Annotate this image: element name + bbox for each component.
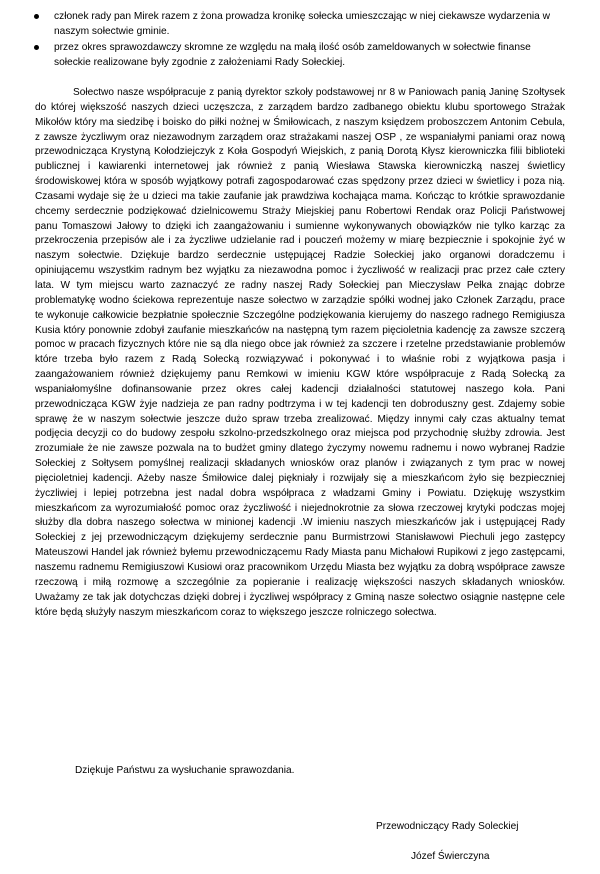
bullet-text: członek rady pan Mirek razem z żona prowadza kronikę sołecka umieszczając w niej ciekawsze wydarzenia w naszym sołectwie gminie. xyxy=(54,11,550,37)
bullet-dot-icon xyxy=(34,14,39,19)
bullet-item xyxy=(34,10,564,39)
signature-name: Józef Świerczyna xyxy=(411,851,490,862)
bullet-text: przez okres sprawozdawczy skromne ze względu na małą ilość osób zameldowanych w sołectwie finanse sołeckie realizowane były zgodnie z założeniami Rady Sołeckiej. xyxy=(54,42,531,68)
bullet-dot-icon xyxy=(34,45,39,50)
report-body-paragraph: Sołectwo nasze współpracuje z panią dyrektor szkoły podstawowej nr 8 w Paniowach panią Janinę Szołtysek do której większość naszych dzieci uczęszcza, z zarządem bardzo zadbanego obiektu klubu sportowego Strażak Mikołów który ma siedzibę i boisko do piłki nożnej w Śmiłowicach, z naszym księdzem proboszczem Antonim Cebula, z zawsze życzliwym oraz niezawodnym zarządem oraz strażakami naszej OSP , ze wspaniałymi paniami oraz nową przewodnicząca Krystyną Kołodziejczyk z Koła Gospodyń Wiejskich, z panią Dorotą Kłysz kierowniczka filii biblioteki publicznej i kawiarenki internetowej jak również z panią Wiesława Stawska kierowniczką naszej świetlicy środowiskowej która w sposób wyjątkowy potrafi zagospodarować czas spędzony przez dzieci w świetlicy i poza nią. Czasami wydaje się że u dzieci ma takie zaufanie jak prawdziwa kochająca mama. Kończąc to krótkie sprawozdanie chcemy serdecznie podziękować dzielnicowemu Straży Miejskiej panu Robertowi Rendak oraz Policji Państwowej panu Tomaszowi Jałowy to dzięki ich zaangażowaniu i sumienne wykonywanych obowiązków nie tylko karząc za przekroczenia przepisów ale i za życzliwe udzielanie rad i pouczeń możemy w miarę bezpiecznie i spokojnie żyć w naszym sołectwie. Dziękuje bardzo serdecznie ustępującej Radzie Sołeckiej jako organowi doradczemu i opiniującemu wszystkim radnym bez wyjątku za niezawodna pomoc i życzliwość w realizacji prac przez całe cztery lata. W tym miejscu warto zaznaczyć ze radny naszej Rady Sołeckiej pan Mieczysław Pełka znając dobrze problematykę wodno ściekowa reprezentuje nasze sołectwo w zarządzie spółki wodnej jako Członek Zarządu, prace te wykonuje całkowicie bezpłatnie społecznie Szczególne podziękowania kierujemy do naszego radnego Remigiusza Kusia który ponownie zdobył zaufanie mieszkańców na następną tym razem pięcioletnia kadencję za zawsze szczerą pomoc w pracach fizycznych które nie są dla niego obce jak również za szczere i rzetelne przedstawianie problemów które trzeba było razem z Radą Sołecką rozwiązywać i pokonywać i to właśnie robi z wyjątkowa pasja i zaangażowaniem również dziękujemy panu Remkowi w imieniu KGW które współpracuje z Radą Sołecką za wspaniałomyślne dofinansowanie przez okres całej kadencji działalności statutowej naszego koła. Pani przewodnicząca KGW żyje nadzieja ze pan radny podtrzyma i w tej kadencji ten dobroduszny gest. Zdajemy sobie sprawę że w naszym sołectwie jeszcze dużo spraw trzeba zrealizować. Między innymi cały czas aktualny temat podjęcia decyzji co do budowy zespołu szkolno-przedszkolnego oraz miejsca pod przychodnię służby zdrowia. Jest zrozumiałe że nie zawsze pozwala na to budżet gminy dlatego życzymy nowemu radnemu i nowo wybranej Radzie Sołeckiej z Sołtysem pomyślnej realizacji składanych wniosków oraz planów i związanych z tym prac w nowej pięcioletniej kadencji. Ażeby nasze Śmiłowice dalej piękniały i rozwijały się a mieszkańcom żyło się bezpieczniej życzliwiej i lepiej potrzebna jest nadal dobra współpraca z władzami Gminy i Powiatu. Dziękuję wszystkim mieszkańcom za wyrozumiałość pomoc oraz życzliwość i niejednokrotnie za słowa rzeczowej krytyki podczas mojej służby dla dobra naszego sołectwa w minionej kadencji .W imieniu naszych mieszkańców jak i ustępującej Rady Sołeckiej z jej przewodniczącym dziękujemy serdecznie panu Burmistrzowi Stanisławowi Piechuli jego zastępcy Mateuszowi Handel jak również byłemu przewodniczącemu Rady Miasta panu Michałowi Rupikowi z jego zastępcami, naszemu radnemu Remigiuszowi Kusiowi oraz pracownikom Urzędu Miasta bez wyjątku za dobrą współprace zawsze rzeczową i miłą rozmowę a szczególnie za popieranie i realizację większości naszych składanych wniosków. Uważamy ze tak jak dotychczas dzięki dobrej i życzliwej współpracy z Gminą nasze sołectwo osiągnie następne cele które będą służyły naszym mieszkańcom coraz to większego jeszcze rolniczego sołectwa. xyxy=(35,87,565,618)
bullet-list xyxy=(34,10,564,72)
closing-line: Dziękuje Państwu za wysłuchanie sprawozdania. xyxy=(75,765,295,776)
bullet-item xyxy=(34,41,564,70)
signature-role: Przewodniczący Rady Soleckiej xyxy=(376,821,519,832)
